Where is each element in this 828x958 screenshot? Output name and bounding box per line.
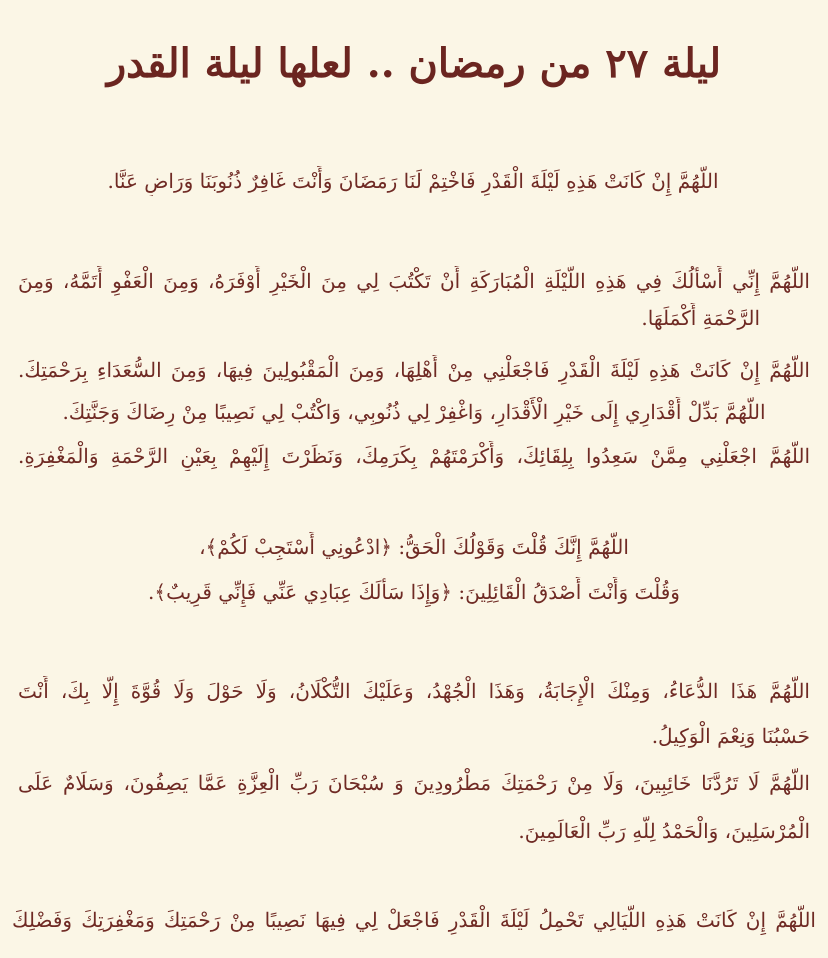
dua-paragraph-5: اللَّهُمَّ اجْعَلْنِي مِمَّنْ سَعِدُوا بِلِقَائِكَ، وَأَكْرَمْتَهُمْ بِكَرَمِكَ، وَنَظَرْتَ إِلَيْهِمْ بِعَيْنِ الرَّحْمَةِ وَالْمَغْفِرَةِ. bbox=[18, 444, 810, 468]
dua-paragraph-3: اللَّهُمَّ إِنْ كَانَتْ هَذِهِ لَيْلَةَ الْقَدْرِ فَاجْعَلْنِي مِنْ أَهْلِهَا، وَمِنَ الْمَقْبُولِينَ فِيهَا، وَمِنَ السُّعَدَاءِ بِرَحْمَتِكَ. bbox=[18, 358, 810, 382]
dua-paragraph-4: اللَّهُمَّ بَدِّلْ أَقْدَارِي إِلَى خَيْرِ الْأَقْدَارِ، وَاغْفِرْ لِي ذُنُوبِي، وَاكْتُبْ لِي نَصِيبًا مِنْ رِضَاكَ وَجَنَّتِكَ. bbox=[62, 400, 766, 424]
dua-paragraph-8-line-1: اللَّهُمَّ لَا تَرُدَّنَا خَائِبِينَ، وَلَا مِنْ رَحْمَتِكَ مَطْرُودِينَ وَ سُبْحَانَ رَبِّ الْعِزَّةِ عَمَّا يَصِفُونَ، وَسَلَامٌ عَلَى bbox=[18, 771, 810, 795]
dua-paragraph-7-line-2: حَسْبُنَا وَنِعْمَ الْوَكِيلُ. bbox=[651, 724, 810, 748]
dua-paragraph-8-line-2: الْمُرْسَلِينَ، وَالْحَمْدُ لِلَّهِ رَبِّ الْعَالَمِينَ. bbox=[518, 819, 810, 843]
page-title: ليلة ٢٧ من رمضان .. لعلها ليلة القدر bbox=[106, 40, 722, 87]
dua-paragraph-9: اللَّهُمَّ إِنْ كَانَتْ هَذِهِ اللَّيَالِي تَحْمِلُ لَيْلَةَ الْقَدْرِ فَاجْعَلْ لِي فِيهَا نَصِيبًا مِنْ رَحْمَتِكَ وَمَغْفِرَتِكَ وَفَضْلِكَ bbox=[12, 908, 816, 932]
dua-paragraph-6-line-1: اللَّهُمَّ إِنَّكَ قُلْتَ وَقَوْلُكَ الْحَقُّ: ﴿ادْعُونِي أَسْتَجِبْ لَكُمْ﴾، bbox=[199, 535, 629, 559]
dua-paragraph-2-line-2: الرَّحْمَةِ أَكْمَلَهَا. bbox=[641, 306, 760, 330]
dua-paragraph-2-line-1: اللَّهُمَّ إِنِّي أَسْأَلُكَ فِي هَذِهِ اللَّيْلَةِ الْمُبَارَكَةِ أَنْ تَكْتُبَ لِي مِنَ الْخَيْرِ أَوْفَرَهُ، وَمِنَ الْعَفْوِ أَتَمَّهُ، وَمِنَ bbox=[18, 269, 810, 293]
dua-paragraph-1: اللَّهُمَّ إِنْ كَانَتْ هَذِهِ لَيْلَةَ الْقَدْرِ فَاخْتِمْ لَنَا رَمَضَانَ وَأَنْتَ غَافِرٌ ذُنُوبَنَا وَرَاضٍ عَنَّا. bbox=[107, 169, 719, 193]
dua-paragraph-7-line-1: اللَّهُمَّ هَذَا الدُّعَاءُ، وَمِنْكَ الْإِجَابَةُ، وَهَذَا الْجُهْدُ، وَعَلَيْكَ التُّكْلَانُ، وَلَا حَوْلَ وَلَا قُوَّةَ إِلَّا بِكَ، أَنْتَ bbox=[18, 679, 810, 703]
dua-paragraph-6-line-2: وَقُلْتَ وَأَنْتَ أَصْدَقُ الْقَائِلِينَ: ﴿وَإِذَا سَأَلَكَ عِبَادِي عَنِّي فَإِنِّي قَرِيبٌ﴾. bbox=[148, 580, 680, 604]
